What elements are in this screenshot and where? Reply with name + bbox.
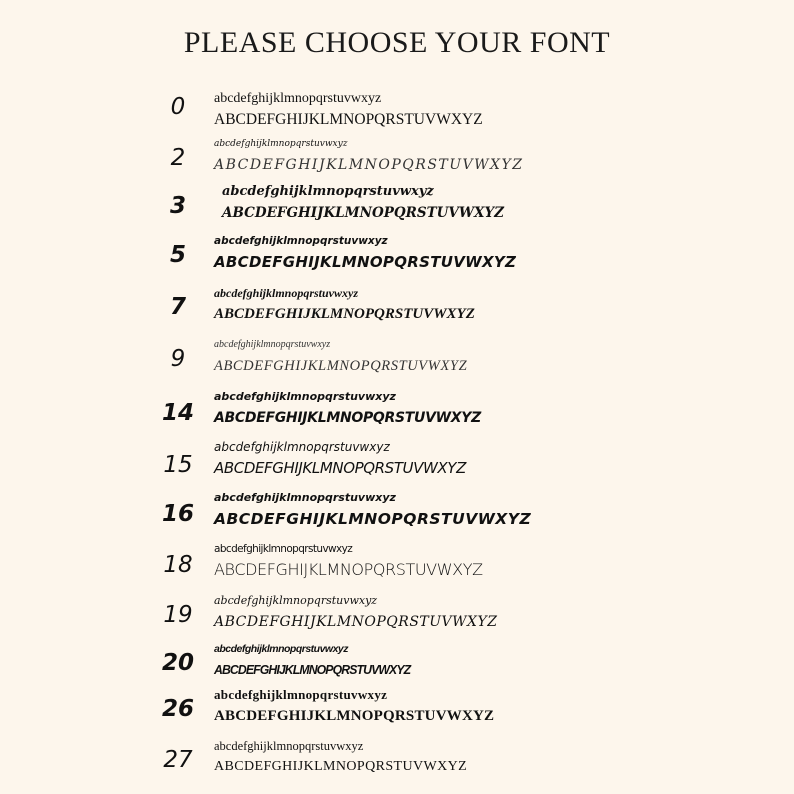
uppercase-sample: ABCDEFGHIJKLMNOPQRSTUVWXYZ xyxy=(214,560,483,579)
font-number: 3 xyxy=(169,193,186,219)
font-sample xyxy=(214,336,467,378)
font-sample xyxy=(214,90,483,132)
page-title: PLEASE CHOOSE YOUR FONT xyxy=(183,26,611,59)
uppercase-sample: ABCDEFGHIJKLMNOPQRSTUVWXYZ xyxy=(222,205,505,221)
lowercase-sample: abcdefghijklmnopqrstuvwxyz xyxy=(214,440,390,454)
font-number: 0 xyxy=(170,94,186,120)
lowercase-sample: abcdefghijklmnopqrstuvwxyz xyxy=(222,184,434,199)
font-option-18[interactable] xyxy=(150,540,770,588)
font-option-3[interactable] xyxy=(150,183,770,231)
font-number: 15 xyxy=(163,452,193,478)
uppercase-sample: ABCDEFGHIJKLMNOPQRSTUVWXYZ xyxy=(214,510,532,528)
lowercase-sample: abcdefghijklmnopqrstuvwxyz xyxy=(214,491,396,504)
font-option-5[interactable] xyxy=(150,232,770,280)
lowercase-sample: abcdefghijklmnopqrstuvwxyz xyxy=(214,739,364,753)
font-option-20[interactable] xyxy=(150,640,770,688)
font-option-26[interactable] xyxy=(150,686,770,734)
uppercase-sample: ABCDEFGHIJKLMNOPQRSTUVWXYZ xyxy=(214,708,495,724)
lowercase-sample: abcdefghijklmnopqrstuvwxyz xyxy=(214,139,348,149)
lowercase-sample: abcdefghijklmnopqrstuvwxyz xyxy=(214,643,349,655)
font-number: 14 xyxy=(161,400,194,426)
lowercase-sample: abcdefghijklmnopqrstuvwxyz xyxy=(214,543,353,555)
font-option-14[interactable] xyxy=(150,388,770,436)
lowercase-sample: abcdefghijklmnopqrstuvwxyz xyxy=(214,235,388,247)
font-number: 27 xyxy=(163,747,193,773)
lowercase-sample: abcdefghijklmnopqrstuvwxyz xyxy=(214,286,359,300)
font-sample xyxy=(214,592,497,634)
font-sample xyxy=(214,284,475,326)
font-sample xyxy=(222,183,504,225)
font-sample xyxy=(214,438,466,480)
uppercase-sample: ABCDEFGHIJKLMNOPQRSTUVWXYZ xyxy=(214,663,411,677)
font-number: 26 xyxy=(161,696,194,722)
font-number: 16 xyxy=(161,501,194,527)
uppercase-sample: ABCDEFGHIJKLMNOPQRSTUVWXYZ xyxy=(214,157,524,173)
font-sample xyxy=(214,135,523,177)
lowercase-sample: abcdefghijklmnopqrstuvwxyz xyxy=(214,594,378,607)
font-option-15[interactable] xyxy=(150,438,770,486)
uppercase-sample: ABCDEFGHIJKLMNOPQRSTUVWXYZ xyxy=(214,759,468,774)
lowercase-sample: abcdefghijklmnopqrstuvwxyz xyxy=(214,687,388,702)
font-option-7[interactable] xyxy=(150,284,770,332)
font-option-2[interactable] xyxy=(150,135,770,183)
font-option-27[interactable] xyxy=(150,737,770,785)
font-option-0[interactable] xyxy=(150,88,770,136)
uppercase-sample: ABCDEFGHIJKLMNOPQRSTUVWXYZ xyxy=(214,306,475,322)
font-sample xyxy=(214,737,467,779)
lowercase-sample: abcdefghijklmnopqrstuvwxyz xyxy=(214,390,396,403)
font-sample xyxy=(214,232,516,274)
font-sample xyxy=(214,540,483,582)
font-number: 19 xyxy=(163,602,193,628)
font-number: 7 xyxy=(169,294,186,320)
uppercase-sample: ABCDEFGHIJKLMNOPQRSTUVWXYZ xyxy=(214,459,466,477)
font-number: 5 xyxy=(169,242,186,268)
font-number: 20 xyxy=(161,650,194,676)
font-sample xyxy=(214,640,414,682)
uppercase-sample: ABCDEFGHIJKLMNOPQRSTUVWXYZ xyxy=(214,253,517,271)
lowercase-sample: abcdefghijklmnopqrstuvwxyz xyxy=(214,91,382,106)
uppercase-sample: ABCDEFGHIJKLMNOPQRSTUVWXYZ xyxy=(214,358,468,374)
font-sample xyxy=(214,388,481,430)
font-sample xyxy=(214,489,531,531)
font-sample xyxy=(214,686,494,728)
uppercase-sample: ABCDEFGHIJKLMNOPQRSTUVWXYZ xyxy=(214,111,483,128)
font-number: 2 xyxy=(170,145,186,171)
uppercase-sample: ABCDEFGHIJKLMNOPQRSTUVWXYZ xyxy=(214,410,481,426)
font-option-16[interactable] xyxy=(150,489,770,537)
font-number: 18 xyxy=(163,552,193,578)
uppercase-sample: ABCDEFGHIJKLMNOPQRSTUVWXYZ xyxy=(214,614,498,630)
font-option-19[interactable] xyxy=(150,592,770,640)
lowercase-sample: abcdefghijklmnopqrstuvwxyz xyxy=(214,339,331,350)
font-number: 9 xyxy=(170,346,186,372)
font-option-9[interactable] xyxy=(150,336,770,384)
